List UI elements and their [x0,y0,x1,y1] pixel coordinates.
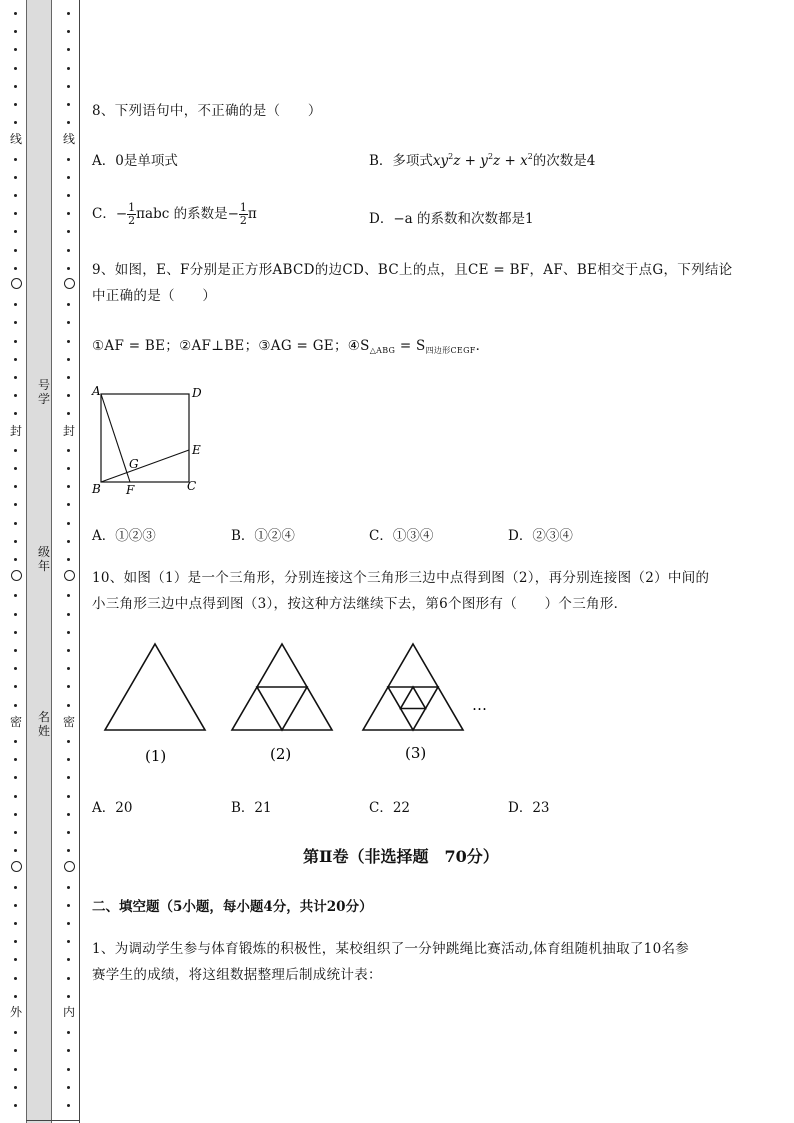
binding-dot [67,831,70,834]
binding-dot [14,613,17,616]
binding-circle [64,278,75,289]
q9-option-c: C．①③④ [369,528,434,544]
binding-dot [14,1031,17,1034]
fraction-half: $\frac{1}{2}$ [239,201,247,227]
binding-dot [67,1049,70,1052]
binding-dot [67,886,70,889]
binding-dot [67,12,70,15]
left-mark-feng: 封 [10,424,23,438]
binding-dot [67,704,70,707]
binding-dot [14,85,17,88]
binding-dot [14,922,17,925]
triangle-figure-2-inner [257,687,307,730]
binding-dot [67,394,70,397]
binding-dot [67,758,70,761]
binding-dot [14,522,17,525]
binding-dot [67,321,70,324]
q10-option-c: C．22 [369,800,411,816]
binding-dot [14,449,17,452]
binding-dot [67,30,70,33]
binding-dot [67,922,70,925]
label-c: C [187,479,197,493]
binding-dot [67,849,70,852]
binding-dot [67,1086,70,1089]
binding-dot [67,303,70,306]
section-title: 第Ⅱ卷（非选择题 70分） [303,847,499,866]
caption-2: (2) [270,745,292,763]
binding-dot [67,594,70,597]
right-mark-feng: 封 [63,424,76,438]
right-dotted-line [64,0,74,1123]
q8-option-d: D．−a 的系数和次数都是1 [369,211,534,227]
caption-1: (1) [145,747,167,765]
binding-dot [14,30,17,33]
binding-dot [14,1049,17,1052]
binding-dot [67,958,70,961]
binding-dot [67,449,70,452]
binding-dot [14,940,17,943]
binding-dot [67,376,70,379]
binding-dot [14,1086,17,1089]
binding-dot [14,12,17,15]
binding-dot [14,977,17,980]
binding-dot [14,176,17,179]
binding-dot [67,631,70,634]
ellipsis: … [472,696,487,714]
q10-stem-line2: 小三角形三边中点得到图（3），按这种方法继续下去，第6个图形有（ ）个三角形． [92,596,628,612]
binding-dot [67,813,70,816]
segment-be [101,450,189,482]
binding-dot [14,1104,17,1107]
binding-dot [67,1068,70,1071]
fill-blank-heading: 二、填空题（5小题，每小题4分，共计20分） [92,899,373,915]
square-abcd [101,394,189,482]
binding-circle [64,861,75,872]
segment-af [101,394,130,482]
label-g: G [129,457,139,471]
binding-dot [67,740,70,743]
binding-dot [14,776,17,779]
binding-dot [14,194,17,197]
q9-stem-line2: 中正确的是（ ） [92,288,217,304]
binding-dot [67,212,70,215]
binding-dot [67,176,70,179]
binding-dot [14,267,17,270]
q9-stem-line1: 9、如图，E、F分别是正方形ABCD的边CD、BC上的点，且CE = BF，AF、BE相交于点G，下列结论 [92,262,733,278]
binding-dot [67,85,70,88]
binding-dot [67,503,70,506]
binding-dot [14,121,17,124]
binding-dot [14,667,17,670]
binding-dot [14,685,17,688]
q9-square-figure [88,380,218,502]
binding-dot [14,412,17,415]
binding-dot [67,667,70,670]
label-b: B [92,482,101,496]
binding-dot [14,904,17,907]
binding-dot [67,230,70,233]
binding-dot [14,48,17,51]
binding-dot [14,467,17,470]
binding-dot [14,849,17,852]
binding-dot [14,212,17,215]
binding-dot [14,1068,17,1071]
binding-dot [14,103,17,106]
binding-dot [67,522,70,525]
field-grade: 级年 [37,545,50,573]
binding-dot [14,394,17,397]
binding-dot [67,467,70,470]
binding-dot [67,340,70,343]
binding-dot [67,485,70,488]
binding-dot [14,358,17,361]
left-mark-xian: 线 [10,132,23,146]
binding-dot [67,412,70,415]
binding-dot [67,904,70,907]
right-mark-xian: 线 [63,132,76,146]
binding-dot [67,685,70,688]
q8-option-c: C．− $\frac{1}{2}$ πabc 的系数是− $\frac{1}{2}$ π [92,201,257,227]
left-mark-wai: 外 [10,1005,23,1019]
binding-dot [14,649,17,652]
right-mark-nei: 内 [63,1005,76,1019]
binding-dot [14,958,17,961]
binding-dot [67,776,70,779]
caption-3: (3) [405,744,427,762]
binding-dot [14,558,17,561]
binding-dot [67,940,70,943]
label-d: D [192,386,202,400]
left-dotted-line [11,0,21,1123]
triangle-figure-1 [105,644,205,730]
binding-dot [14,813,17,816]
binding-dot [14,249,17,252]
q9-option-a: A．①②③ [92,528,156,544]
fill-q1-line2: 赛学生的成绩，将这组数据整理后制成统计表： [92,967,382,983]
fraction-half: $\frac{1}{2}$ [128,201,136,227]
fill-q1-line1: 1、为调动学生参与体育锻炼的积极性，某校组织了一分钟跳绳比赛活动,体育组随机抽取了10名参 [92,941,690,957]
binding-dot [14,758,17,761]
right-mark-mi: 密 [63,715,76,729]
binding-dot [14,740,17,743]
binding-dot [14,995,17,998]
binding-dot [67,67,70,70]
triangle-figure-3-innermost [401,687,426,709]
binding-dot [67,249,70,252]
binding-dot [14,303,17,306]
binding-dot [14,594,17,597]
binding-dot [14,340,17,343]
q10-option-a: A．20 [92,800,133,816]
q10-option-b: B．21 [231,800,272,816]
binding-dot [67,613,70,616]
q10-option-d: D．23 [508,800,550,816]
binding-dot [14,704,17,707]
binding-dot [14,540,17,543]
label-f: F [126,483,135,497]
binding-dot [14,886,17,889]
binding-dot [14,503,17,506]
binding-dot [14,485,17,488]
binding-dot [14,376,17,379]
q9-option-d: D．②③④ [508,528,573,544]
binding-dot [67,48,70,51]
binding-dot [67,977,70,980]
binding-dot [67,1104,70,1107]
binding-dot [14,321,17,324]
binding-dot [67,540,70,543]
binding-dot [14,831,17,834]
binding-dot [67,158,70,161]
binding-dot [67,194,70,197]
binding-dot [67,649,70,652]
q8-option-a: A．0是单项式 [92,153,178,169]
binding-dot [67,103,70,106]
binding-dot [14,230,17,233]
field-student-number: 号学 [37,378,50,406]
binding-dot [67,1031,70,1034]
binding-circle [11,861,22,872]
binding-circle [64,570,75,581]
q8-stem: 8、下列语句中，不正确的是（ ） [92,103,322,119]
binding-dot [67,795,70,798]
binding-dot [14,631,17,634]
binding-dot [67,995,70,998]
binding-dot [14,67,17,70]
binding-dot [67,267,70,270]
binding-dot [67,121,70,124]
label-a: A [92,384,101,398]
binding-circle [11,570,22,581]
binding-rule [79,0,80,1123]
q10-triangle-figures [100,640,500,770]
left-mark-mi: 密 [10,715,23,729]
binding-dot [14,795,17,798]
q9-conclusions: ①AF = BE；②AF⊥BE；③AG = GE；$④S_{\triangle ABG} = S_{四边形CEGF}$． [92,338,490,355]
binding-dot [14,158,17,161]
binding-circle [11,278,22,289]
field-name: 名姓 [37,710,50,738]
q10-stem-line1: 10、如图（1）是一个三角形，分别连接这个三角形三边中点得到图（2），再分别连接图（2）中间的 [92,570,710,586]
q8-option-b: B．多项式$xy^2z + y^2z + x^2$的次数是4 [369,152,596,169]
q9-option-b: B．①②④ [231,528,295,544]
binding-dot [67,358,70,361]
label-e: E [192,443,201,457]
binding-dot [67,558,70,561]
